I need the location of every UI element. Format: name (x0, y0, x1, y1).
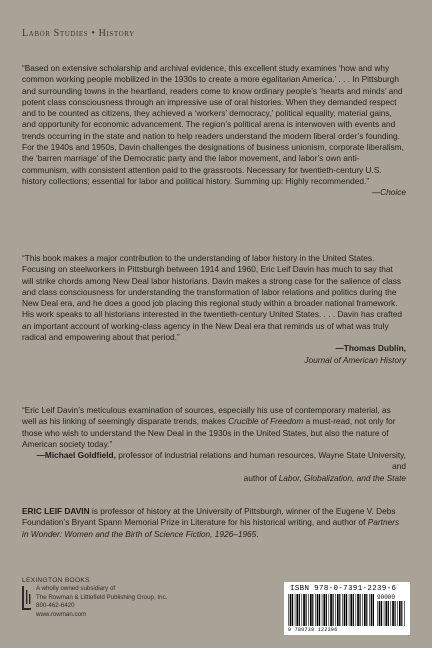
quote-text: “This book makes a major contribution to the understanding of labor history in the United States. Focusing on steelworkers in Pittsburgh between 1914 and 1960, Eric Leif Davin has much to say that will strike chords among New Deal labor historians. Davin makes a strong case for the salience of class and class consciousness for understanding the transformation of labor relations and politics during the New Deal era, and he does a good job placing this regional study within a broader national framework. His work speaks to all historians interested in the twentieth-century United States. . . . Davin has crafted an important account of working-class agency in the New Deal era that reminds us of what was truly radical and empowering about that period.” (22, 253, 402, 343)
publisher-website[interactable]: www.rowman.com (36, 610, 87, 618)
publisher-phone: 800-462-6420 (36, 602, 75, 610)
publisher-logo-icon (22, 586, 32, 616)
review-quote-choice (22, 63, 406, 199)
author-bio-text: is professor of history at the University of Pittsburgh, winner of the Eugene V. Debs Foundation’s Bryant Spann Memorial Prize in Literature for his historical writing, and author of (22, 506, 396, 528)
barcode-bars-icon (288, 594, 374, 626)
isbn-barcode (284, 582, 410, 635)
series-label: Labor Studies • History (22, 28, 135, 39)
publisher-line-2: The Rowman & Littlefield Publishing Group, Inc. (36, 593, 168, 601)
quote-author-role: professor of industrial relations and human resources, Wayne State University, and (115, 450, 406, 472)
quote-text-before: “Eric Leif Davin’s meticulous examination of sources, especially his use of contemporary material, as well as his linking of seemingly disparate trends, makes (22, 405, 391, 427)
quote-text-after: a must-read, not only for those who wish to understand the New Deal in the 1930s in the United States, but also the nature of American society today.” (22, 416, 396, 449)
author-book-title: Partners in Wonder: Women and the Birth of Science Fiction, 1926–1965 (22, 517, 400, 539)
barcode-price-code: 90000 (377, 594, 396, 601)
review-quote-dublin (22, 253, 406, 366)
author-name: ERIC LEIF DAVIN (22, 506, 90, 516)
quote-author-book: Labor, Globalization, and the State (278, 472, 406, 483)
author-bio: ERIC LEIF DAVIN is professor of history at the University of Pittsburgh, winner of the Eugene V. Debs Foundation’s Bryant Spann Memorial Prize in Literature for his historical writing, and author of Partners in Wonder: Women and the Birth of Science Fiction, 1926–1965. (22, 506, 400, 539)
quote-author: —Michael Goldfield, (36, 450, 116, 461)
quote-author: —Thomas Dublin, (335, 343, 406, 354)
quote-text: “Based on extensive scholarship and archival evidence, this excellent study examines ‘how and why common working people mobilized in the 1930s to create a more egalitarian America.’ . . . In Pittsburgh and surrounding towns in the heartland, readers come to know ordinary people’s ‘hearts and minds’ and potent class consciousness through an impressive use of oral histories. When they demanded respect and to be counted as citizens, they achieved a ‘workers’ democracy,’ political equality, material gains, and opportunity for economic advancement. The region’s political arena is interwoven with events and trends occurring in the state and nation to help readers understand the modern liberal order’s founding. For the 1940s and 1950s, Davin challenges the designations of business unionism, corporate liberalism, the ‘barren marriage’ of the Democratic party and the labor movement, and labor’s own anti-communism, with consistent attention paid to the grassroots. Necessary for twentieth-century U.S. history collections; essential for labor and political history. Summing up: Highly recommended.” (22, 63, 404, 186)
publisher-name: LEXINGTON BOOKS (22, 577, 90, 584)
isbn-number: ISBN 978-0-7391-2239-6 (290, 585, 397, 593)
quote-source: —Choice (371, 187, 406, 198)
review-quote-goldfield (22, 405, 406, 484)
barcode-digits: 9 780739 122396 (288, 627, 338, 633)
book-title: Crucible of Freedom (228, 416, 304, 427)
publisher-line-1: A wholly owned subsidiary of (36, 585, 116, 593)
publisher-block (22, 577, 167, 619)
quote-publication: Journal of American History (304, 354, 406, 365)
price-barcode-icon (377, 601, 405, 626)
quote-author-also: author of (243, 472, 279, 483)
